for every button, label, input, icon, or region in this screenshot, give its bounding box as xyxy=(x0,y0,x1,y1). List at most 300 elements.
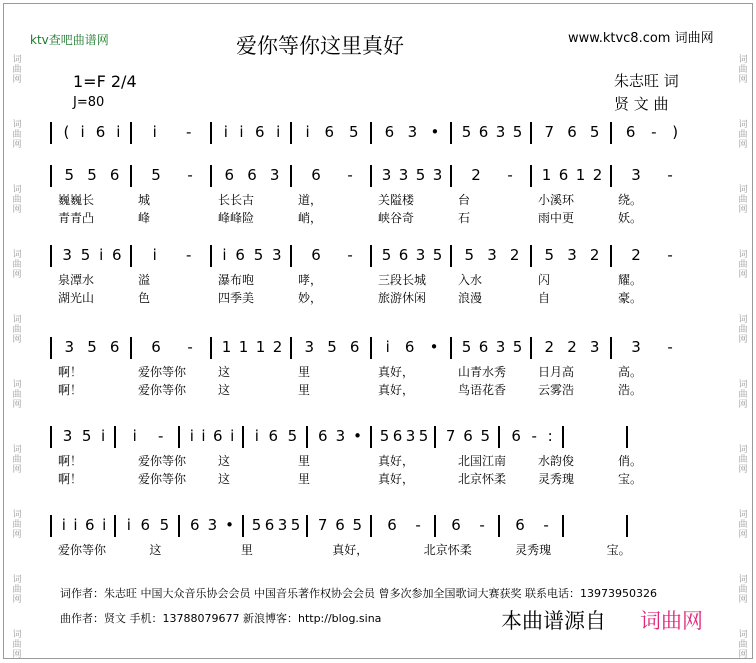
lyric-text: 台 xyxy=(458,193,471,207)
lyric-text: 宝。 xyxy=(618,472,643,486)
bar-line xyxy=(450,122,452,144)
song-title: 爱你等你这里真好 xyxy=(236,34,404,58)
bar-line xyxy=(370,515,372,537)
measure xyxy=(138,166,206,184)
note: - xyxy=(651,123,657,141)
measure xyxy=(378,516,430,534)
note: 6 xyxy=(558,166,569,184)
lyric-text: 色 xyxy=(138,291,151,305)
note: 5 xyxy=(461,338,472,356)
note: 6 xyxy=(478,338,489,356)
note: 5 xyxy=(379,427,390,445)
measure xyxy=(506,427,558,445)
note: 6 xyxy=(387,516,397,534)
lyric-text: 鸟语花香 xyxy=(458,383,507,397)
note: 2 xyxy=(272,338,283,356)
lyric-text: 里 xyxy=(240,543,253,557)
note: 2 xyxy=(567,338,577,356)
note: i xyxy=(201,427,206,445)
watermark-text: 词 曲 网 xyxy=(12,250,22,280)
lyric-text: 里 xyxy=(298,383,311,397)
lyric-text: 妖。 xyxy=(618,211,643,225)
lyric-text: 闪 xyxy=(538,273,551,287)
measure xyxy=(250,516,302,534)
watermark-text: 词 曲 网 xyxy=(12,185,22,215)
bar-line xyxy=(290,245,292,267)
bar-line xyxy=(130,122,132,144)
lyricist-credit: 朱志旺 词 xyxy=(614,72,679,90)
note: i xyxy=(239,123,244,141)
lyric-text: 长长古 xyxy=(218,193,255,207)
lyric-text: 自 xyxy=(538,291,551,305)
lyric-text: 峭， xyxy=(298,211,323,225)
measure xyxy=(122,427,174,445)
note: 6 xyxy=(478,123,489,141)
note: 6 xyxy=(625,123,636,141)
bar-line xyxy=(370,165,372,187)
bar-line xyxy=(50,245,52,267)
bar-line xyxy=(626,515,628,537)
measure xyxy=(314,516,366,534)
note: 3 xyxy=(64,338,75,356)
note: 3 xyxy=(304,338,315,356)
measure xyxy=(618,246,686,264)
note: 5 xyxy=(290,516,301,534)
watermark-text: 词 曲 网 xyxy=(738,380,748,410)
bar-line xyxy=(210,165,212,187)
lyric-text: 这 xyxy=(218,383,231,397)
watermark-text: 词 曲 网 xyxy=(12,575,22,605)
note: i xyxy=(132,427,137,445)
lyric-text: 北京怀柔 xyxy=(423,543,472,557)
note: 3 xyxy=(631,166,641,184)
measure xyxy=(442,516,494,534)
note: 5 xyxy=(80,246,91,264)
bar-line xyxy=(370,122,372,144)
bar-line xyxy=(242,426,244,448)
note: 6 xyxy=(190,516,200,534)
bar-line xyxy=(450,337,452,359)
note: 5 xyxy=(151,166,161,184)
note: 5 xyxy=(461,123,472,141)
note: i xyxy=(230,427,235,445)
note: 6 xyxy=(109,166,120,184)
lyric-text: 绕。 xyxy=(618,193,643,207)
note: i xyxy=(102,516,107,534)
note: ) xyxy=(672,123,679,141)
note: i xyxy=(385,338,390,356)
note: i xyxy=(189,427,194,445)
note: i xyxy=(101,427,106,445)
lyric-text: 高。 xyxy=(618,365,643,379)
bar-line xyxy=(610,245,612,267)
note: 5 xyxy=(512,338,523,356)
note: 5 xyxy=(544,246,555,264)
watermark-text: 词 曲 网 xyxy=(738,630,748,660)
note: 3 xyxy=(207,516,218,534)
note: 5 xyxy=(64,166,75,184)
bar-line xyxy=(562,426,564,448)
lyric-text: 宝。 xyxy=(606,543,631,557)
lyric-text: 啊！ xyxy=(58,472,83,486)
measure xyxy=(58,166,126,184)
lyric-text: 豪。 xyxy=(618,291,643,305)
note: 5 xyxy=(589,123,600,141)
note: • xyxy=(430,123,440,141)
note: 6 xyxy=(511,427,521,445)
lyric-text: 俏。 xyxy=(618,454,643,468)
note: 6 xyxy=(140,516,151,534)
measure xyxy=(58,427,110,445)
bar-line xyxy=(130,337,132,359)
measure xyxy=(298,123,366,141)
note: 6 xyxy=(398,246,409,264)
lyric-text: 峰 xyxy=(138,211,151,225)
note: 3 xyxy=(589,338,600,356)
lyric-text: 水韵俊 xyxy=(538,454,575,468)
measure xyxy=(314,427,366,445)
watermark-text: 词 曲 网 xyxy=(738,185,748,215)
note: 3 xyxy=(432,166,443,184)
note: 5 xyxy=(352,516,363,534)
bar-line xyxy=(178,515,180,537)
lyric-text: 里 xyxy=(298,472,311,486)
note: - xyxy=(507,166,513,184)
measure xyxy=(218,338,286,356)
watermark-text: 词 曲 网 xyxy=(12,120,22,150)
note: i xyxy=(116,123,121,141)
watermark-text: 词 曲 网 xyxy=(738,55,748,85)
lyric-text: 云雾浩 xyxy=(538,383,575,397)
measure xyxy=(378,246,446,264)
note: 6 xyxy=(463,427,473,445)
note: • xyxy=(429,338,439,356)
note: 6 xyxy=(451,516,461,534)
lyric-text: 巍巍长 xyxy=(58,193,95,207)
watermark-text: 词 曲 网 xyxy=(738,445,748,475)
note: 6 xyxy=(247,166,257,184)
watermark-text: 词 曲 网 xyxy=(738,315,748,345)
note: 5 xyxy=(159,516,170,534)
measure xyxy=(618,338,686,356)
note: - xyxy=(347,166,353,184)
lyric-text: 真好， xyxy=(378,472,415,486)
lyric-text: 四季美 xyxy=(218,291,255,305)
note: 6 xyxy=(264,516,275,534)
bar-line xyxy=(626,426,628,448)
bar-line xyxy=(130,245,132,267)
note: 6 xyxy=(324,123,335,141)
note: 6 xyxy=(567,123,577,141)
note: • xyxy=(225,516,234,534)
lyric-text: 灵秀瑰 xyxy=(515,543,552,557)
lyric-text: 山青水秀 xyxy=(458,365,507,379)
note: i xyxy=(126,516,131,534)
note: 5 xyxy=(327,338,337,356)
note: 6 xyxy=(112,246,122,264)
bar-line xyxy=(290,165,292,187)
note: 5 xyxy=(418,427,429,445)
lyric-text: 旅游休闲 xyxy=(378,291,427,305)
measure xyxy=(138,123,206,141)
note: 6 xyxy=(404,338,415,356)
lyric-text: 真好， xyxy=(332,543,369,557)
key-signature: 1=F 2/4 xyxy=(73,72,137,91)
note: i xyxy=(223,123,228,141)
lyric-text: 关隘楼 xyxy=(378,193,415,207)
note: 3 xyxy=(567,246,577,264)
note: 6 xyxy=(384,123,395,141)
note: 5 xyxy=(87,166,97,184)
note: 6 xyxy=(268,427,279,445)
measure xyxy=(58,338,126,356)
bar-line xyxy=(370,426,372,448)
note: 5 xyxy=(381,246,392,264)
measure xyxy=(458,338,526,356)
bar-line xyxy=(370,337,372,359)
measure xyxy=(378,123,446,141)
bar-line xyxy=(114,426,116,448)
measure xyxy=(618,123,686,141)
measure xyxy=(186,427,238,445)
lyric-text: 爱你等你 xyxy=(138,383,187,397)
note: : xyxy=(547,427,553,445)
note: 3 xyxy=(415,246,426,264)
measure xyxy=(218,166,286,184)
note: 1 xyxy=(255,338,266,356)
note: i xyxy=(99,246,104,264)
note: 1 xyxy=(575,166,586,184)
lyric-text: 三段长城 xyxy=(378,273,427,287)
note: 6 xyxy=(311,166,321,184)
measure xyxy=(458,246,526,264)
lyricist-info: 词作者：朱志旺 中国大众音乐协会会员 中国音乐著作权协会会员 曾多次参加全国歌词大赛获奖 联系电话：13973950326 xyxy=(60,587,657,600)
watermark-text: 词 曲 网 xyxy=(738,120,748,150)
bar-line xyxy=(434,426,436,448)
measure xyxy=(538,338,606,356)
note: 5 xyxy=(287,427,298,445)
note: i xyxy=(152,246,157,264)
bar-line xyxy=(610,122,612,144)
lyric-text: 真好， xyxy=(378,454,415,468)
lyric-text: 日月高 xyxy=(538,365,575,379)
lyric-text: 北京怀柔 xyxy=(458,472,507,486)
note: 3 xyxy=(272,246,282,264)
lyric-text: 这 xyxy=(218,454,231,468)
lyric-text: 爱你等你 xyxy=(138,472,187,486)
note: 3 xyxy=(495,123,506,141)
lyric-text: 城 xyxy=(138,193,151,207)
bar-line xyxy=(370,245,372,267)
watermark-text: 词 曲 网 xyxy=(12,55,22,85)
note: 3 xyxy=(277,516,288,534)
measure xyxy=(506,516,558,534)
bar-line xyxy=(178,426,180,448)
note: 7 xyxy=(445,427,456,445)
bar-line xyxy=(50,515,52,537)
note: 5 xyxy=(512,123,523,141)
note: - xyxy=(415,516,421,534)
score-line xyxy=(50,426,690,450)
bar-line xyxy=(114,515,116,537)
lyric-text: 真好， xyxy=(378,365,415,379)
lyric-text: 峡谷奇 xyxy=(378,211,415,225)
note: 3 xyxy=(62,427,73,445)
note: 3 xyxy=(62,246,72,264)
watermark-text: 词 曲 网 xyxy=(12,445,22,475)
measure xyxy=(218,123,286,141)
bar-line xyxy=(610,337,612,359)
measure xyxy=(58,516,110,534)
note: - xyxy=(667,246,673,264)
source-label: 本曲谱源自 xyxy=(501,609,606,633)
lyric-text: 耀。 xyxy=(618,273,643,287)
note: 6 xyxy=(151,338,161,356)
bar-line xyxy=(210,337,212,359)
bar-line xyxy=(530,337,532,359)
note: 6 xyxy=(392,427,403,445)
lyric-text: 浩。 xyxy=(618,383,643,397)
measure xyxy=(378,427,430,445)
note: 5 xyxy=(251,516,262,534)
note: - xyxy=(667,338,673,356)
bar-line xyxy=(530,245,532,267)
note: 5 xyxy=(415,166,426,184)
note: 3 xyxy=(487,246,497,264)
bar-line xyxy=(290,122,292,144)
measure xyxy=(378,166,446,184)
measure xyxy=(442,427,494,445)
note: 3 xyxy=(407,123,418,141)
measure xyxy=(218,246,286,264)
lyric-text: 真好， xyxy=(378,383,415,397)
lyric-text: 石 xyxy=(458,211,471,225)
note: i xyxy=(276,123,281,141)
watermark-text: 词 曲 网 xyxy=(12,630,22,660)
bar-line xyxy=(50,122,52,144)
measure xyxy=(122,516,174,534)
measure xyxy=(298,246,366,264)
measure xyxy=(378,338,446,356)
lyric-text: 溢 xyxy=(138,273,151,287)
note: 7 xyxy=(544,123,555,141)
measure xyxy=(618,166,686,184)
lyric-text: 小溪环 xyxy=(538,193,575,207)
note: 3 xyxy=(269,166,280,184)
lyric-text: 爱你等你 xyxy=(138,365,187,379)
note: 6 xyxy=(213,427,223,445)
measure xyxy=(298,338,366,356)
note: - xyxy=(185,123,192,141)
measure xyxy=(298,166,366,184)
composer-info: 曲作者：贤文 手机：13788079677 新浪博客：http://blog.sina xyxy=(60,612,382,625)
bar-line xyxy=(290,337,292,359)
note: 1 xyxy=(541,166,552,184)
measure xyxy=(138,246,206,264)
bar-line xyxy=(450,245,452,267)
bar-line xyxy=(434,515,436,537)
note: 6 xyxy=(109,338,120,356)
note: i xyxy=(80,123,85,141)
lyric-text: 青青凸 xyxy=(58,211,95,225)
score-line xyxy=(50,165,690,189)
score-line xyxy=(50,337,690,361)
note: - xyxy=(187,166,193,184)
site-logo-left[interactable]: ktv查吧曲谱网 xyxy=(30,33,109,47)
bar-line xyxy=(530,165,532,187)
lyric-text: 爱你等你 xyxy=(138,454,187,468)
composer-credit: 贤 文 曲 xyxy=(614,95,669,113)
note: 7 xyxy=(317,516,328,534)
lyric-text: 爱你等你 xyxy=(58,543,107,557)
note: 2 xyxy=(509,246,520,264)
lyric-text: 峰峰险 xyxy=(218,211,255,225)
note: 6 xyxy=(349,338,360,356)
note: i xyxy=(61,516,66,534)
lyric-text: 啊！ xyxy=(58,454,83,468)
watermark-text: 词 曲 网 xyxy=(738,510,748,540)
lyric-text: 浪漫 xyxy=(458,291,483,305)
measure xyxy=(138,338,206,356)
lyric-text: 啊！ xyxy=(58,383,83,397)
note: 6 xyxy=(255,123,265,141)
source-site-logo[interactable]: 词曲网 xyxy=(640,609,703,633)
note: i xyxy=(305,123,310,141)
note: - xyxy=(187,338,193,356)
lyric-text: 里 xyxy=(298,454,311,468)
bar-line xyxy=(498,426,500,448)
measure xyxy=(458,123,526,141)
note: 5 xyxy=(432,246,443,264)
note: - xyxy=(543,516,549,534)
measure xyxy=(458,166,526,184)
bar-line xyxy=(50,337,52,359)
note: 3 xyxy=(405,427,416,445)
lyric-text: 啊！ xyxy=(58,365,83,379)
note: 2 xyxy=(589,246,600,264)
lyric-text: 道， xyxy=(298,193,323,207)
note: 6 xyxy=(311,246,321,264)
lyric-text: 雨中更 xyxy=(538,211,575,225)
bar-line xyxy=(306,515,308,537)
note: i xyxy=(222,246,227,264)
lyric-text: 瀑布咆 xyxy=(218,273,255,287)
bar-line xyxy=(530,122,532,144)
note: 3 xyxy=(495,338,506,356)
note: ( xyxy=(63,123,70,141)
lyric-text: 这 xyxy=(218,365,231,379)
note: - xyxy=(185,246,192,264)
lyric-text: 这 xyxy=(149,543,162,557)
note: 6 xyxy=(318,427,328,445)
score-line xyxy=(50,245,690,269)
note: 1 xyxy=(238,338,249,356)
bar-line xyxy=(450,165,452,187)
lyric-text: 北国江南 xyxy=(458,454,507,468)
measure xyxy=(58,123,126,141)
measure xyxy=(538,246,606,264)
site-logo-right[interactable]: www.ktvc8.com 词曲网 xyxy=(568,31,714,46)
bar-line xyxy=(242,515,244,537)
bar-line xyxy=(562,515,564,537)
lyric-text: 入水 xyxy=(458,273,483,287)
note: i xyxy=(152,123,157,141)
watermark-text: 词 曲 网 xyxy=(738,575,748,605)
score-line xyxy=(50,515,690,539)
lyric-text: 灵秀瑰 xyxy=(538,472,575,486)
bar-line xyxy=(306,426,308,448)
note: i xyxy=(73,516,78,534)
